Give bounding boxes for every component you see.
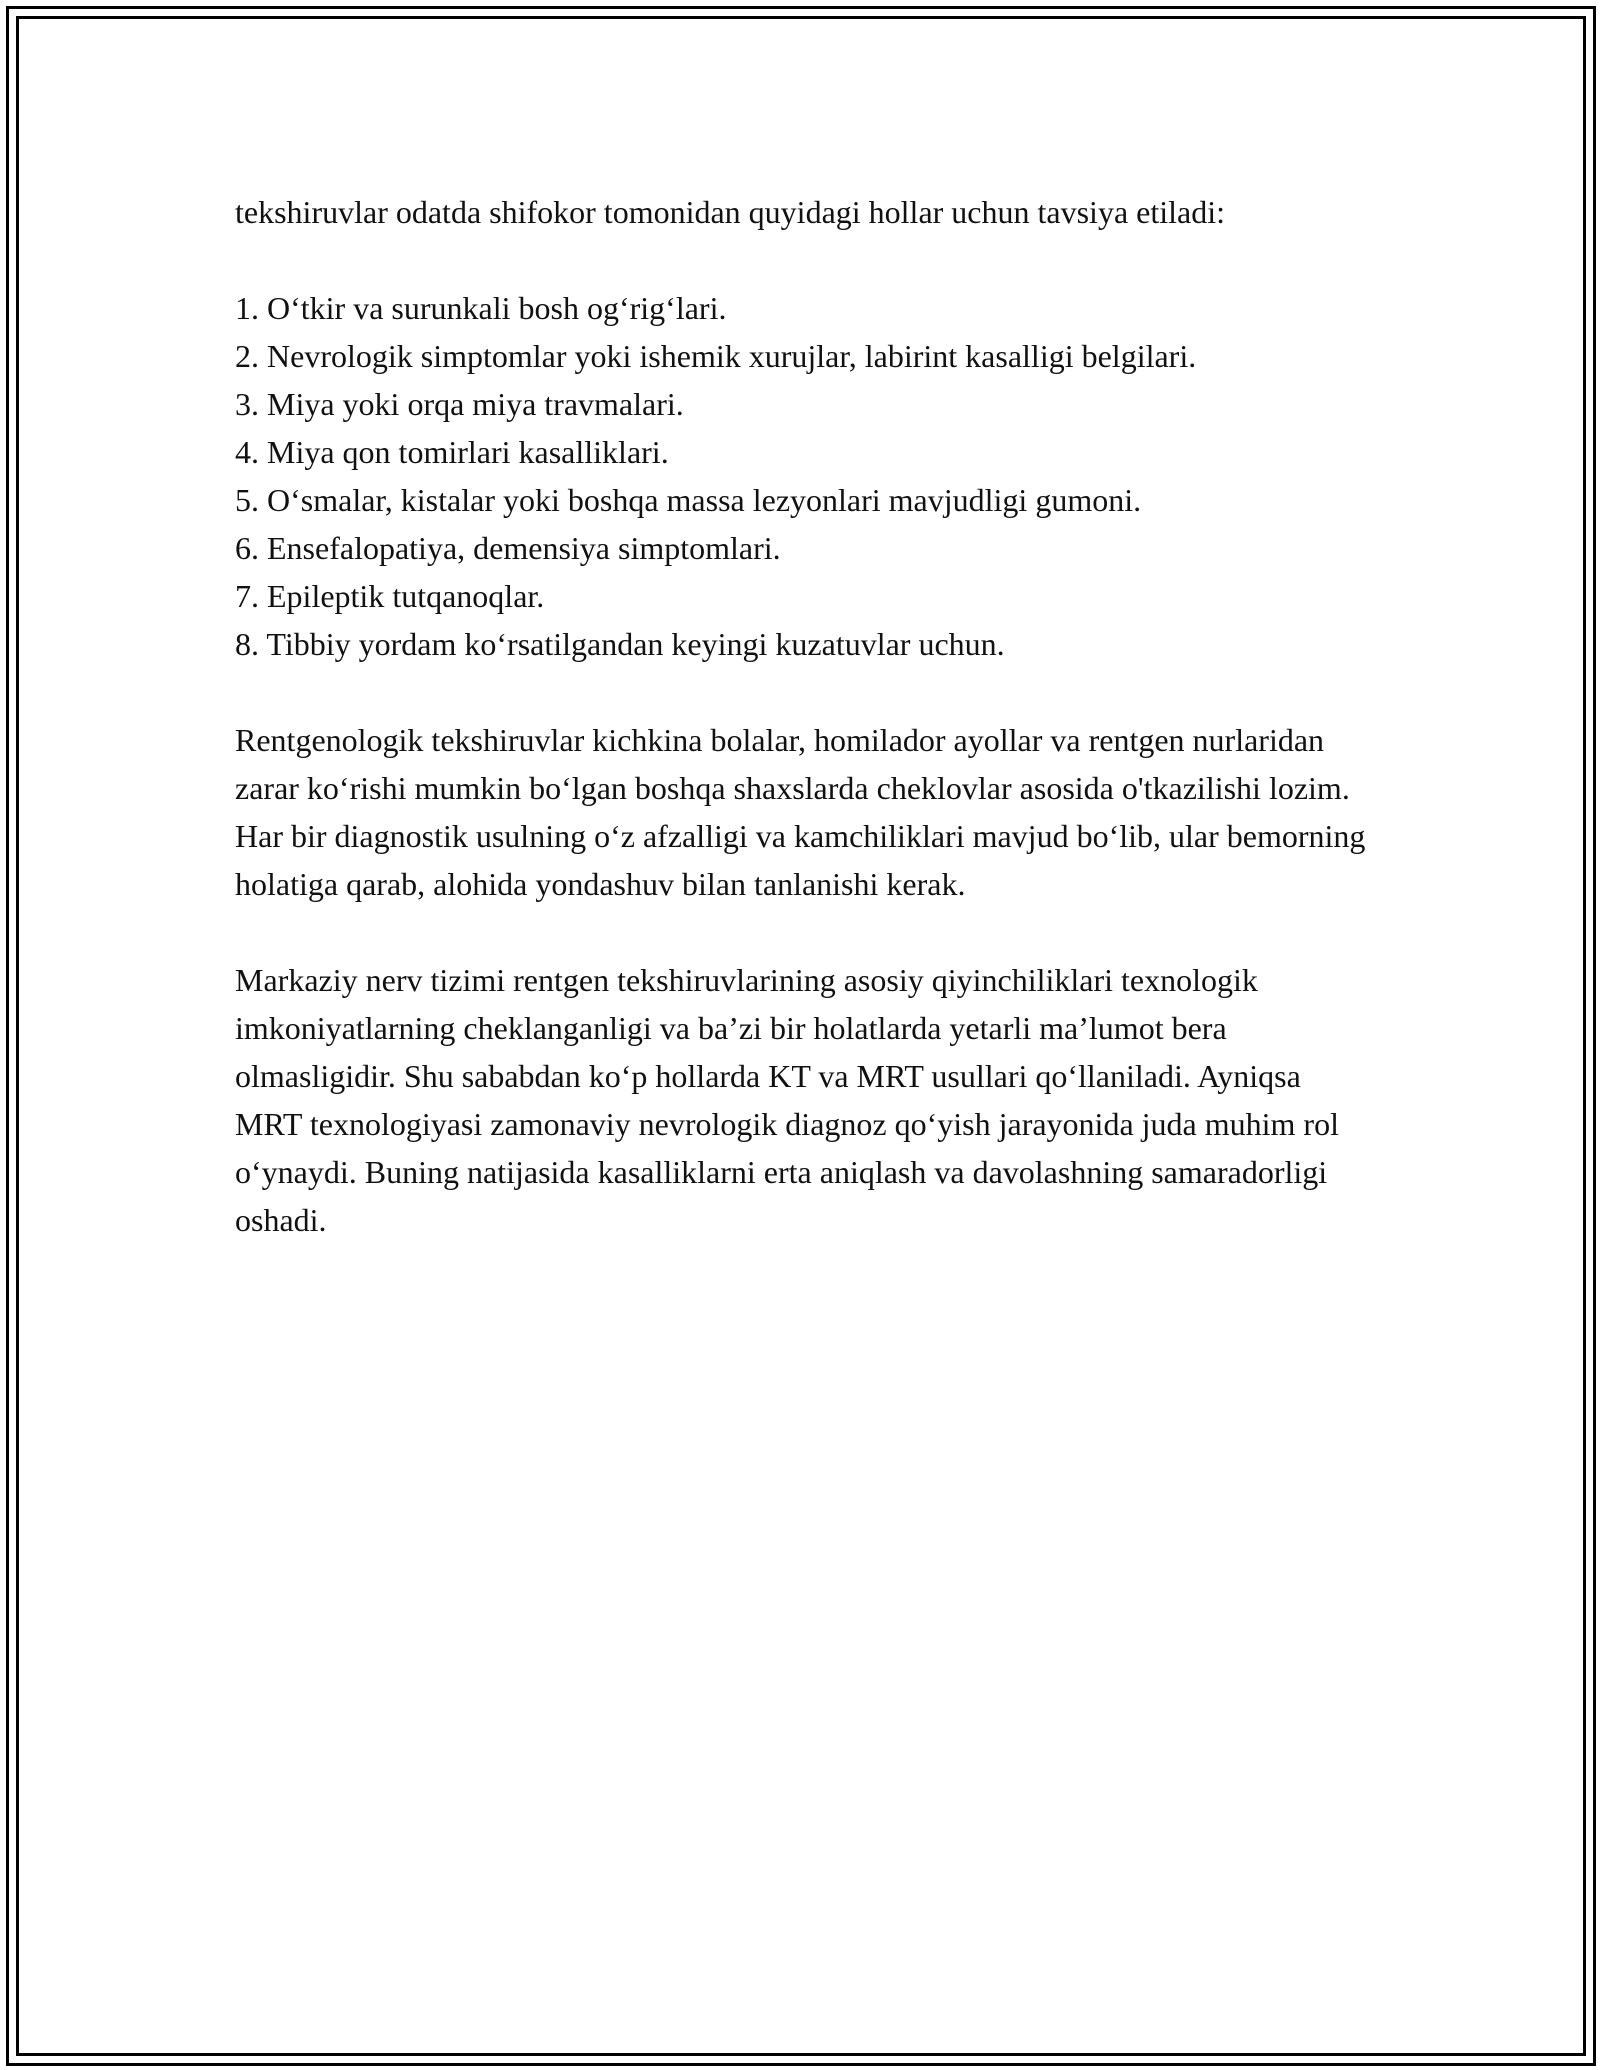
list-item: 8. Tibbiy yordam ko‘rsatilgandan keyingi kuzatuvlar uchun. — [235, 626, 1005, 662]
list-item: 3. Miya yoki orqa miya travmalari. — [235, 386, 684, 422]
spacer — [235, 236, 1375, 284]
cns-xray-difficulties-paragraph: Markaziy nerv tizimi rentgen tekshiruvlarining asosiy qiyinchiliklari texnologik imkoniyatlarning cheklanganligi va ba’zi bir holatlarda yetarli ma’lumot bera olmasligidir. Shu sababdan ko‘p hollarda KT va MRT usullari qo‘llaniladi. Ayniqsa MRT texnologiyasi zamonaviy nevrologik diagnoz qo‘yish jarayonida juda muhim rol o‘ynaydi. Buning natijasida kasalliklarni erta aniqlash va davolashning samaradorligi oshadi. — [235, 962, 1339, 1238]
list-item: 6. Ensefalopatiya, demensiya simptomlari. — [235, 530, 781, 566]
document-body — [235, 188, 1375, 1244]
radiology-restrictions-paragraph: Rentgenologik tekshiruvlar kichkina bolalar, homilador ayollar va rentgen nurlaridan zarar ko‘rishi mumkin bo‘lgan boshqa shaxslarda cheklovlar asosida o'tkazilishi lozim. Har bir diagnostik usulning o‘z afzalligi va kamchiliklari mavjud bo‘lib, ular bemorning holatiga qarab, alohida yondashuv bilan tanlanishi kerak. — [235, 722, 1366, 902]
intro-paragraph: tekshiruvlar odatda shifokor tomonidan quyidagi hollar uchun tavsiya etiladi: — [235, 194, 1225, 230]
list-item: 1. O‘tkir va surunkali bosh og‘rig‘lari. — [235, 290, 727, 326]
spacer — [235, 908, 1375, 956]
list-item: 2. Nevrologik simptomlar yoki ishemik xurujlar, labirint kasalligi belgilari. — [235, 338, 1197, 374]
list-item: 4. Miya qon tomirlari kasalliklari. — [235, 434, 669, 470]
spacer — [235, 668, 1375, 716]
list-item: 5. O‘smalar, kistalar yoki boshqa massa lezyonlari mavjudligi gumoni. — [235, 482, 1142, 518]
indications-list — [235, 284, 1375, 668]
list-item: 7. Epileptik tutqanoqlar. — [235, 578, 545, 614]
